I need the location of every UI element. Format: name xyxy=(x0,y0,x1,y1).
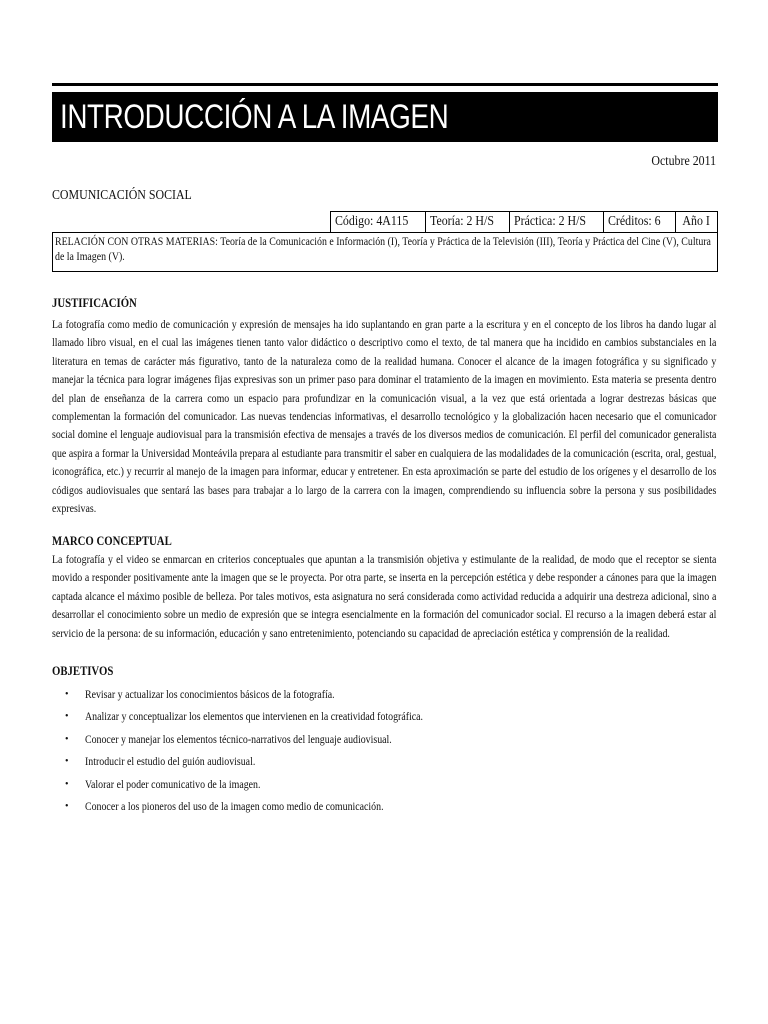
practica-cell: Práctica: 2 H/S xyxy=(510,212,604,233)
teoria-cell: Teoría: 2 H/S xyxy=(426,212,510,233)
creditos-cell: Créditos: 6 xyxy=(604,212,675,233)
relacion-box xyxy=(52,232,718,272)
relacion-label: RELACIÓN CON OTRAS MATERIAS: xyxy=(55,236,218,248)
list-item: • Conocer y manejar los elementos técnico-narrativos del lenguaje audiovisual. xyxy=(65,733,392,746)
course-title: INTRODUCCIÓN A LA IMAGEN xyxy=(60,98,449,136)
list-item: • Valorar el poder comunicativo de la imagen. xyxy=(65,778,261,791)
list-item: • Introducir el estudio del guión audiovisual. xyxy=(65,756,256,769)
marco-body: La fotografía y el video se enmarcan en criterios conceptuales que apuntan a la transmisión objetiva y estimulante de la realidad, de modo que el receptor se sienta movido a responder positivamente ante la imagen que se le proyecta. Por otra parte, se inserta en la percepción estética y debe responder a cánones para que la imagen captada alcance el máximo posible de belleza. Por tales motivos, esta asignatura no será considerada como actividad reducida a adquirir una destreza adicional, sino a desarrollar el conocimiento sobre un medio de expresión que se integra esencialmente en la formación del comunicador social. El recurso a la imagen deberá estar al servicio de la persona: de su información, educación y sano entretenimiento, potenciando su capacidad de apreciación estética y comprensión de la realidad. xyxy=(52,554,717,640)
program-name: COMUNICACIÓN SOCIAL xyxy=(52,188,192,203)
objetivos-list xyxy=(52,684,478,818)
document-date: Octubre 2011 xyxy=(651,154,716,169)
codigo-cell: Código: 4A115 xyxy=(331,212,426,233)
anio-cell: Año I xyxy=(675,212,717,233)
course-info-table xyxy=(330,211,718,233)
objetivos-title: OBJETIVOS xyxy=(52,664,114,678)
list-item: • Analizar y conceptualizar los elementos que intervienen en la creatividad fotográfica. xyxy=(65,711,424,724)
relacion-text: Teoría de la Comunicación e Información (I), Teoría y Práctica de la Televisión (III), Teoría y Práctica del Cine (V), Cultura de la Imagen (V). xyxy=(55,236,711,263)
list-item: • Revisar y actualizar los conocimientos básicos de la fotografía. xyxy=(65,689,335,701)
list-item: • Conocer a los pioneros del uso de la imagen como medio de comunicación. xyxy=(65,800,384,813)
title-bar xyxy=(52,92,718,142)
top-rule xyxy=(52,83,718,86)
justificacion-body: La fotografía como medio de comunicación y expresión de mensajes ha ido suplantando en gran parte a la escritura y en el concepto de los libros ha dando lugar al llamado libro visual, en el cual las imágenes tienen tanto valor didáctico o descriptivo como el texto, de tal manera que ha incidido en cambios substanciales en la literatura en temas de carácter más figurativo, tanto de la naturaleza como de la realidad humana. Conocer el alcance de la imagen fotográfica y su significado y manejar la técnica para lograr imágenes fijas expresivas son un primer paso para dominar el tratamiento de la imagen en movimiento. Esta materia se presenta dentro del plan de enseñanza de la carrera como un espacio para profundizar en la comunicación visual, a la vez que está orientada a lograr destrezas básicas que complementan la formación del comunicador. Las nuevas tendencias informativas, el desarrollo tecnológico y la globalización hacen necesario que el comunicador social domine el lenguaje audiovisual para la transmisión efectiva de mensajes a través de los diversos medios de comunicación. El perfil del comunicador generalista que aspira a formar la Universidad Monteávila prepara al estudiante para transmitir el saber en cualquiera de las modalidades de la comunicación (escrita, oral, gestual, iconográfica, etc.) y recurrir al manejo de la imagen para informar, educar y entretener. En esta aproximación se parte del estudio de los orígenes y el desarrollo de los códigos audiovisuales que sentará las bases para trabajar a lo largo de la carrera con la imagen, comprendiendo su influencia sobre la persona y sus posibilidades expresivas. xyxy=(52,319,717,516)
marco-title: MARCO CONCEPTUAL xyxy=(52,534,172,548)
justificacion-title: JUSTIFICACIÓN xyxy=(52,296,137,310)
